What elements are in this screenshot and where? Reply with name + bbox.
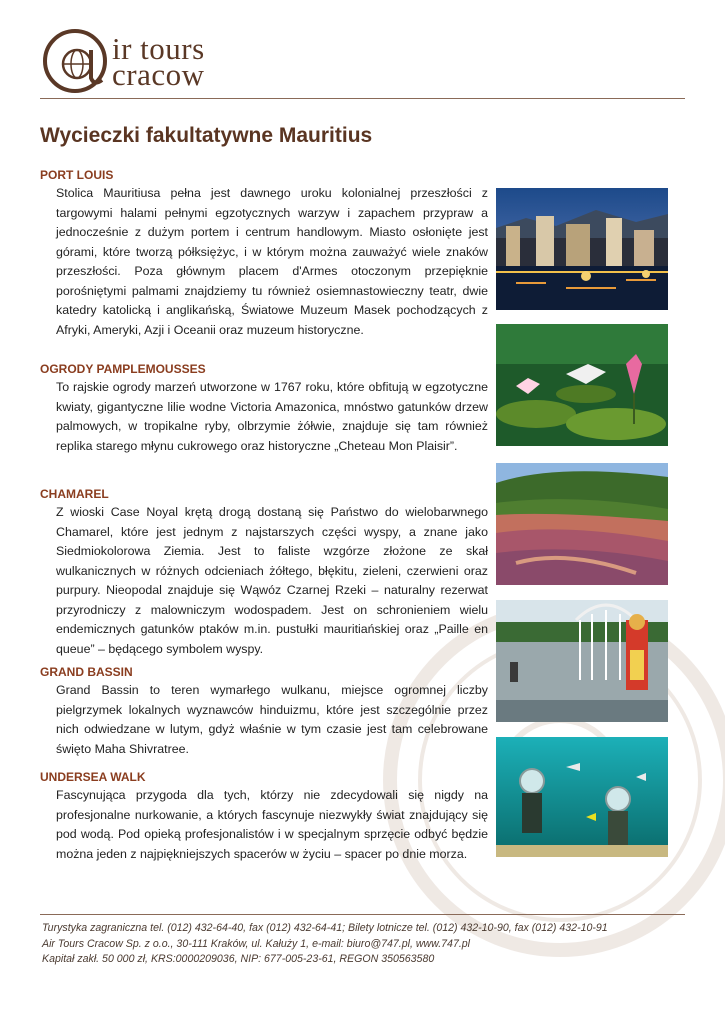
logo-wordmark [112, 31, 205, 92]
footer-line-3: Kapitał zakł. 50 000 zł, KRS:0000209036, NIP: 677-005-23-61, REGON 350563580 [42, 953, 435, 965]
section-undersea-walk [40, 770, 488, 864]
section-body: Stolica Mauritiusa pełna jest dawnego uroku kolonialnej przeszłości z targowymi halami pełnymi egzotycznych warzyw i zapachem przypraw a jednocześnie z dużym portem i centrum handlowym. Miasto osłonięte jest górami, które tworzą półksiężyc, i w którym można zauważyć wiele znaków przeszłości. Poza głównym placem d'Armes otoczonym przepięknie porośniętymi palmami znajdziemy tu również osiemnastowieczny teatr, dwie katedry katolicką i anglikańską, Światowe Muzeum Masek pochodzących z Afryki, Ameryki, Azji i Oceanii oraz muzeum historyczne. [56, 186, 488, 337]
section-port-louis [40, 168, 488, 340]
footer-line-1: Turystyka zagraniczna tel. (012) 432-64-40, fax (012) 432-64-41; Bilety lotnicze tel. (012) 432-10-90, fax (012) 432-10-91 [42, 922, 608, 934]
footer-line-2: Air Tours Cracow Sp. z o.o., 30-111 Kraków, ul. Kałuży 1, e-mail: biuro@747.pl, www.747.pl [42, 937, 471, 950]
section-heading: CHAMAREL [40, 487, 109, 501]
page-title: Wycieczki fakultatywne Mauritius [40, 124, 373, 147]
footer [42, 921, 608, 968]
photo-chamarel [496, 463, 668, 585]
section-body: Grand Bassin to teren wymarłego wulkanu, miejsce ogromnej liczby pielgrzymek lokalnych wyznawców hinduizmu, które jest szczególnie przez nich odwiedzane w lutym, gdyż właśnie w tym czasie jest tam celebrowane święto Maha Shivratree. [56, 683, 488, 756]
section-body: Z wioski Case Noyal krętą drogą dostaną się Państwo do wielobarwnego Chamarel, które jest jednym z najstarszych części wyspy, a znane jako Siedmiokolorowa Ziemia. Jest to faliste wzgórze złożone ze skał wulkanicznych w różnych odcieniach żółtego, błękitu, zieleni, czerwieni oraz purpury. Nieopodal znajduje się Wąwóz Czarnej Rzeki – naturalny rezerwat przyrodniczy z malowniczym wodospadem. Jest on schronieniem wielu endemicznych gatunków ptaków m.in. pustułki mauritiańskiej oraz „Paille en queue” – będącego symbolem wyspy. [56, 505, 488, 656]
photo-port-louis [496, 188, 668, 310]
section-body: To rajskie ogrody marzeń utworzone w 1767 roku, które obfitują w egzotyczne kwiaty, gigantyczne lilie wodne Victoria Amazonica, mnóstwo gatunków drzew palmowych, w tropikalne ryby, olbrzymie żółwie, znajduje się tam również replika starego młynu cukrowego oraz historyczne „Cheteau Mon Plaisir”. [56, 380, 488, 453]
photo-undersea-walk [496, 737, 668, 857]
logo-line-2: cracow [112, 57, 205, 92]
logo-line-1: ir tours [112, 31, 205, 66]
section-grand-bassin [40, 665, 488, 759]
section-heading: GRAND BASSIN [40, 665, 133, 679]
photo-water-lilies [496, 324, 668, 446]
header-divider [40, 98, 685, 99]
section-heading: PORT LOUIS [40, 168, 114, 182]
at-globe-icon [42, 28, 112, 94]
photo-grand-bassin [496, 600, 668, 722]
section-body: Fascynująca przygoda dla tych, którzy nie zdecydowali się nigdy na profesjonalne nurkowanie, a których fascynuje niezwykły świat znajdujący się pod wodą. Pod opieką profesjonalistów i w specjalnym sprzęcie odbyć będzie można jeden z najpiękniejszych spacerów w życiu – spacer po dnie morza. [56, 788, 488, 861]
footer-divider [40, 914, 685, 915]
company-logo [42, 28, 242, 94]
section-heading: OGRODY PAMPLEMOUSSES [40, 362, 206, 376]
section-chamarel [40, 487, 488, 659]
section-ogrody-pamplemousses [40, 362, 488, 456]
section-heading: UNDERSEA WALK [40, 770, 146, 784]
